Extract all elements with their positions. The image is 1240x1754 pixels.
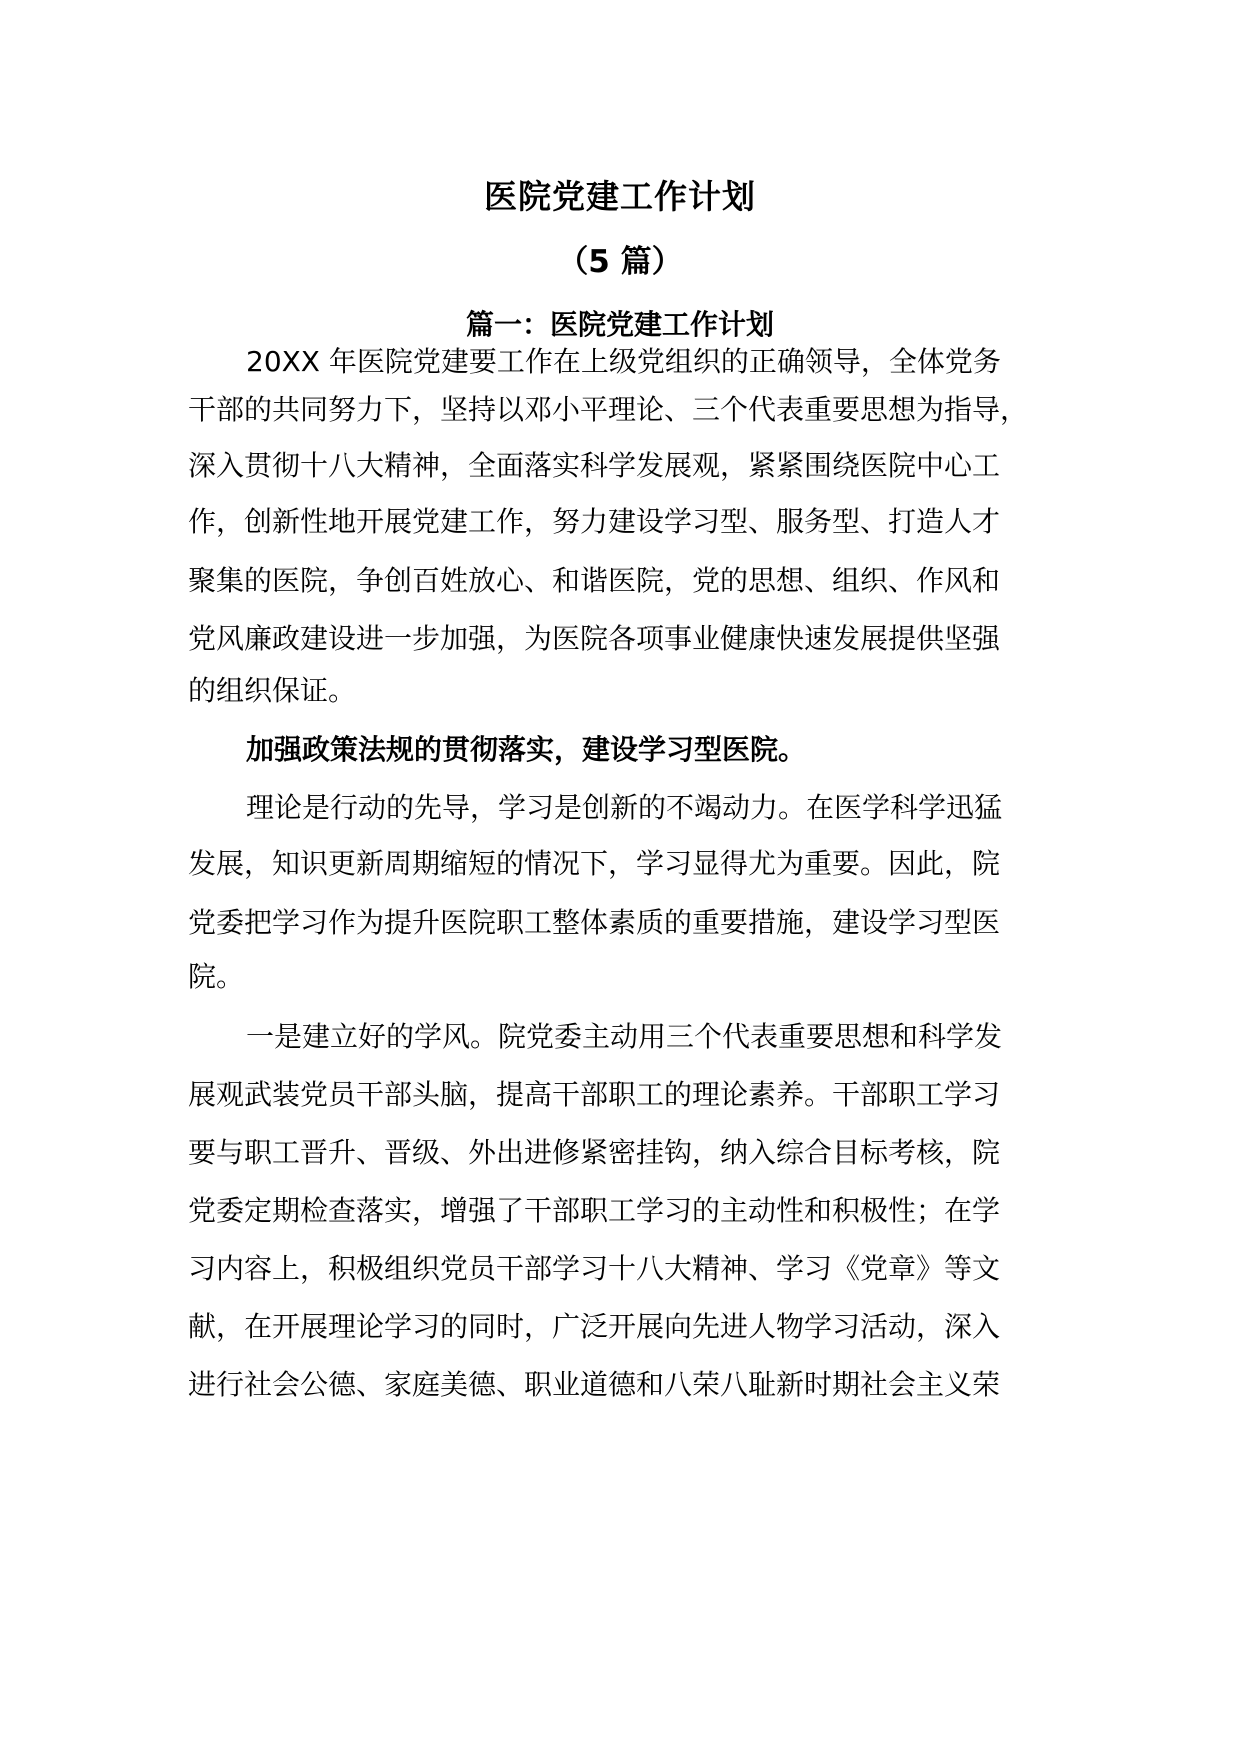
paragraph-line: 深入贯彻十八大精神，全面落实科学发展观，紧紧围绕医院中心工: [188, 449, 1001, 482]
paragraph-line: 党风廉政建设进一步加强，为医院各项事业健康快速发展提供坚强: [188, 622, 1001, 655]
paragraph-line: 干部的共同努力下，坚持以邓小平理论、三个代表重要思想为指导，: [188, 393, 1029, 426]
paragraph-line: 习内容上，积极组织党员干部学习十八大精神、学习《党章》等文: [188, 1252, 1001, 1285]
paragraph-line: 理论是行动的先导，学习是创新的不竭动力。在医学科学迅猛: [246, 791, 1003, 824]
paragraph-line: 党委把学习作为提升医院职工整体素质的重要措施，建设学习型医: [188, 906, 1001, 939]
subheading: 加强政策法规的贯彻落实，建设学习型医院。: [246, 733, 807, 766]
paragraph-line: 聚集的医院，争创百姓放心、和谐医院，党的思想、组织、作风和: [188, 564, 1001, 597]
paragraph-line: 发展，知识更新周期缩短的情况下，学习显得尤为重要。因此，院: [188, 847, 1001, 880]
paragraph-line: 20XX 年医院党建要工作在上级党组织的正确领导，全体党务: [246, 345, 1001, 378]
paragraph-line: 要与职工晋升、晋级、外出进修紧密挂钩，纳入综合目标考核，院: [188, 1136, 1001, 1169]
section-title: 篇一：医院党建工作计划: [465, 308, 774, 341]
paragraph-line: 进行社会公德、家庭美德、职业道德和八荣八耻新时期社会主义荣: [188, 1368, 1001, 1401]
paragraph-line: 党委定期检查落实，增强了干部职工学习的主动性和积极性；在学: [188, 1194, 1001, 1227]
paragraph-line: 展观武装党员干部头脑，提高干部职工的理论素养。干部职工学习: [188, 1078, 1001, 1111]
paragraph-line: 的组织保证。: [188, 674, 357, 707]
document-count: （5 篇）: [557, 244, 683, 280]
paragraph-line: 一是建立好的学风。院党委主动用三个代表重要思想和科学发: [246, 1020, 1003, 1053]
paragraph-line: 院。: [188, 960, 245, 993]
paragraph-line: 献，在开展理论学习的同时，广泛开展向先进人物学习活动，深入: [188, 1310, 1001, 1343]
document-title: 医院党建工作计划: [484, 177, 756, 216]
paragraph-line: 作，创新性地开展党建工作，努力建设学习型、服务型、打造人才: [188, 505, 1001, 538]
